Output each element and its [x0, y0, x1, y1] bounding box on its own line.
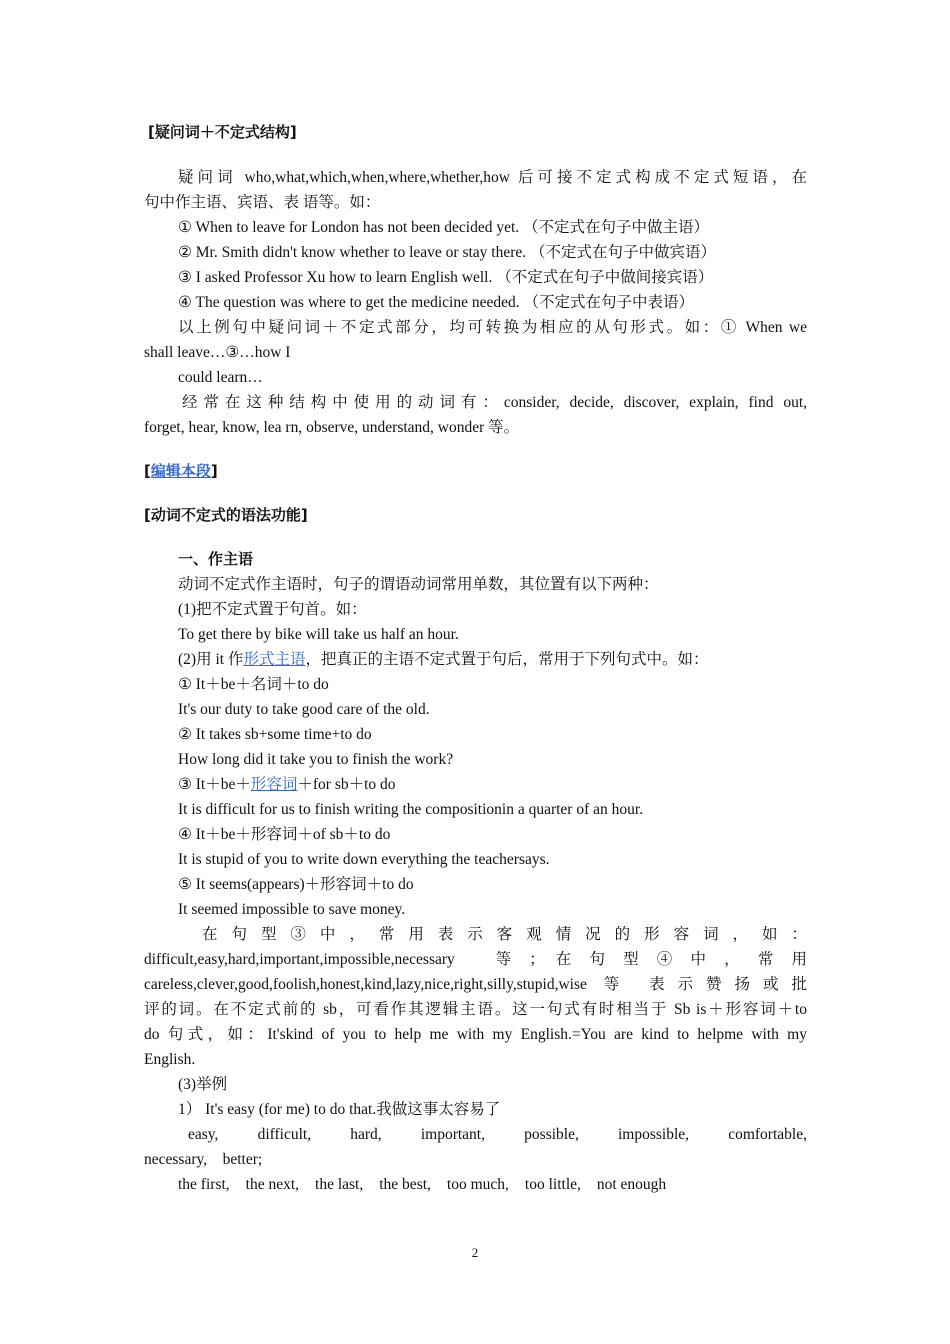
formal-subject-link[interactable]: 形式主语: [243, 651, 306, 668]
paragraph-line: [144, 647, 807, 672]
list-item: easy,: [188, 1126, 219, 1143]
list-item: the first,: [178, 1176, 230, 1193]
paragraph-line: 在 句 型 ③ 中 ， 常 用 表 示 客 观 情 况 的 形 容 词 ， 如 ：: [202, 926, 807, 943]
example-line: ① When to leave for London has not been decided yet. （不定式在句子中做主语）: [178, 219, 710, 236]
text-span: (2)用 it 作: [178, 651, 244, 668]
order-word-list-row: [144, 1172, 807, 1197]
example-line: ③ I asked Professor Xu how to learn English well. （不定式在句子中做间接宾语）: [178, 269, 714, 286]
paragraph-line: forget, hear, know, lea rn, observe, understand, wonder 等。: [144, 419, 520, 436]
pattern-line: ⑤ It seems(appears)＋形容词＋to do: [178, 876, 414, 893]
example-line: ④ The question was where to get the medicine needed. （不定式在句子中表语）: [178, 294, 694, 311]
pattern-line: [144, 772, 807, 797]
paragraph-line: (1)把不定式置于句首。如：: [178, 601, 367, 618]
section-heading-interrogative: [疑问词＋不定式结构]: [148, 123, 297, 141]
example-line: To get there by bike will take us half an hour.: [178, 626, 459, 643]
paragraph-line: 动词不定式作主语时，句子的谓语动词常用单数，其位置有以下两种：: [178, 576, 659, 593]
example-line: ② Mr. Smith didn't know whether to leave or stay there. （不定式在句子中做宾语）: [178, 244, 717, 261]
list-item: difficult,: [257, 1126, 312, 1143]
text-span: ＋for sb＋to do: [297, 776, 396, 793]
list-item: the best,: [379, 1176, 431, 1193]
edit-section-link-row: [144, 459, 807, 484]
paragraph-line: necessary, better;: [144, 1151, 263, 1168]
example-line: It is stupid of you to write down everything the teachersays.: [178, 851, 550, 868]
example-line: How long did it take you to finish the work?: [178, 751, 454, 768]
list-item: too little,: [524, 1176, 581, 1193]
list-item: hard,: [350, 1126, 382, 1143]
adjective-link[interactable]: 形容词: [250, 776, 298, 793]
list-item: too much,: [446, 1176, 509, 1193]
pattern-line: ② It takes sb+some time+to do: [178, 726, 372, 743]
pattern-line: ① It＋be＋名词＋to do: [178, 676, 329, 693]
example-line: It seemed impossible to save money.: [178, 901, 406, 918]
paragraph-line: could learn…: [178, 369, 263, 386]
list-item: the last,: [315, 1176, 364, 1193]
bracket-close: ]: [210, 462, 218, 480]
paragraph-line: shall leave…③…how I: [144, 344, 291, 361]
example-line: It is difficult for us to finish writing the compositionin a quarter of an hour.: [178, 801, 644, 818]
example-line: It's our duty to take good care of the old.: [178, 701, 430, 718]
edit-section-link[interactable]: 编辑本段: [150, 462, 211, 480]
paragraph-line: (3)举例: [178, 1076, 228, 1093]
subheading-subject: 一、作主语: [178, 550, 254, 568]
list-item: the next,: [245, 1176, 300, 1193]
paragraph-line: English.: [144, 1051, 196, 1068]
text-span: ，把真正的主语不定式置于句后，常用于下列句式中。如：: [305, 651, 709, 668]
paragraph-line: difficult,easy,hard,important,impossible,necessary 等 ； 在 句 型 ④ 中 ， 常 用: [144, 951, 807, 968]
bracket-open: [: [144, 462, 151, 480]
list-item: comfortable,: [728, 1126, 807, 1143]
paragraph-line: 经常在这种结构中使用的动词有：consider, decide, discover, explain, find out,: [182, 394, 807, 411]
paragraph-line: do 句式，如：It'skind of you to help me with my English.=You are kind to helpme with my: [144, 1026, 807, 1043]
paragraph-line: 评的词。在不定式前的 sb，可看作其逻辑主语。这一句式有时相当于 Sb is＋形容词＋to: [144, 1001, 807, 1018]
paragraph-line: 句中作主语、宾语、表 语等。如：: [144, 194, 381, 211]
list-item: important,: [420, 1126, 485, 1143]
paragraph-line: careless,clever,good,foolish,honest,kind,lazy,nice,right,silly,stupid,wise 等 表示赞扬或批: [144, 976, 807, 993]
paragraph-line: 疑问词 who,what,which,when,where,whether,how 后可接不定式构成不定式短语，在: [178, 169, 807, 186]
list-item: not enough: [596, 1176, 667, 1193]
adjective-list-row: [144, 1122, 807, 1147]
example-line: 1） It's easy (for me) to do that.我做这事太容易了: [178, 1101, 501, 1118]
text-span: ③ It＋be＋: [178, 776, 251, 793]
list-item: impossible,: [618, 1126, 690, 1143]
list-item: possible,: [524, 1126, 579, 1143]
section-heading-functions: [动词不定式的语法功能]: [144, 506, 308, 524]
pattern-line: ④ It＋be＋形容词＋of sb＋to do: [178, 826, 391, 843]
page-content: [144, 120, 807, 1197]
page-number: 2: [471, 1245, 479, 1260]
paragraph-line: 以上例句中疑问词＋不定式部分，均可转换为相应的从句形式。如：① When we: [178, 319, 807, 336]
